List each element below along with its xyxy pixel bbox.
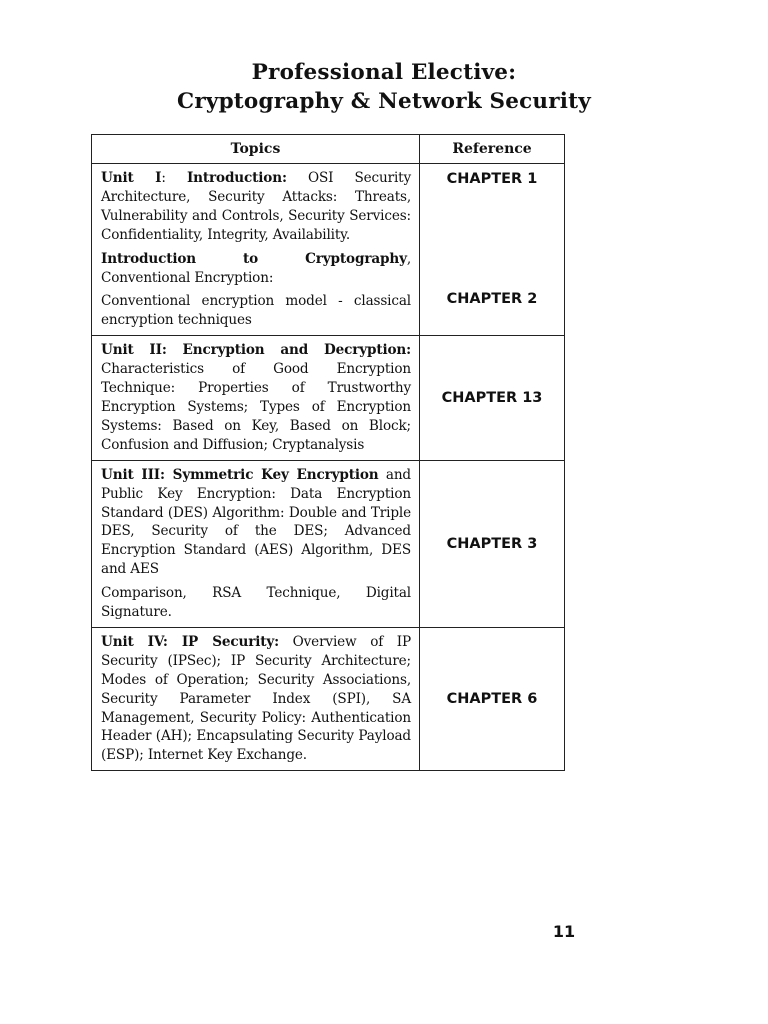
unit-4-reference: CHAPTER 6 <box>420 627 565 770</box>
unit-2-topics <box>92 336 420 460</box>
topic-text: OSI Security Architecture, Security Attacks: Threats, Vulnerability and Controls, Security Services: Confidentiality, Integrity, Availability. <box>101 170 412 243</box>
page-number: 11 <box>552 922 576 941</box>
column-header-reference: Reference <box>420 135 565 164</box>
topic-paragraph <box>101 584 411 622</box>
title-line-1: Professional Elective: <box>251 60 517 85</box>
topic-text: Characteristics of Good Encryption Technique: Properties of Trustworthy Encryption Systems; Types of Encryption Systems: Based on Key, Based on Block; Confusion and Diffusion; Cryptanalysis <box>101 361 411 453</box>
unit-4-topics <box>92 627 420 770</box>
topic-text-bold: Unit IV: IP Security: <box>101 633 279 650</box>
topic-paragraph <box>101 169 411 245</box>
title-line-2: Cryptography & Network Security <box>177 89 591 114</box>
topic-text: : <box>161 170 187 186</box>
topic-paragraph <box>101 341 411 454</box>
column-header-topics: Topics <box>92 135 420 164</box>
topic-paragraph <box>101 250 411 288</box>
syllabus-table <box>91 134 565 771</box>
unit-3-reference: CHAPTER 3 <box>420 460 565 627</box>
reference-chapter: CHAPTER 2 <box>446 291 538 307</box>
document-title <box>0 58 768 116</box>
topic-text-bold: Introduction: <box>186 170 287 186</box>
table-row <box>92 336 565 460</box>
topic-text: Conventional encryption model - classical encryption techniques <box>101 293 411 329</box>
table-header-row <box>92 135 565 164</box>
table-row <box>92 164 565 336</box>
topic-text: Overview of IP Security (IPSec); IP Security Architecture; Modes of Operation; Security Associations, Security Parameter Index (SPI), SA Management, Security Policy: Authentication Header (AH); Encapsulating Security Payload (ESP); Internet Key Exchange. <box>101 633 411 764</box>
topic-text-bold: Unit III: Symmetric Key Encryption <box>101 466 379 483</box>
unit-1-topics <box>92 164 420 336</box>
topic-paragraph <box>101 466 411 579</box>
topic-text: Comparison, RSA Technique, Digital Signature. <box>101 585 411 621</box>
topic-text-bold: Unit I <box>101 170 162 186</box>
unit-2-reference: CHAPTER 13 <box>420 336 565 460</box>
table-row <box>92 627 565 770</box>
topic-text: , Conventional Encryption: <box>101 250 411 286</box>
unit-1-references <box>420 164 565 336</box>
topic-text-bold: Unit II: Encryption and Decryption: <box>101 342 411 359</box>
topic-text-bold: Introduction to Cryptography <box>101 250 407 267</box>
topic-paragraph <box>101 292 411 330</box>
reference-chapter: CHAPTER 1 <box>446 171 538 187</box>
topic-paragraph <box>101 633 411 765</box>
topic-text: and Public Key Encryption: Data Encryption Standard (DES) Algorithm: Double and Triple DES, Security of the DES; Advanced Encryption Standard (AES) Algorithm, DES and AES <box>101 466 411 578</box>
unit-3-topics <box>92 460 420 627</box>
table-row <box>92 460 565 627</box>
